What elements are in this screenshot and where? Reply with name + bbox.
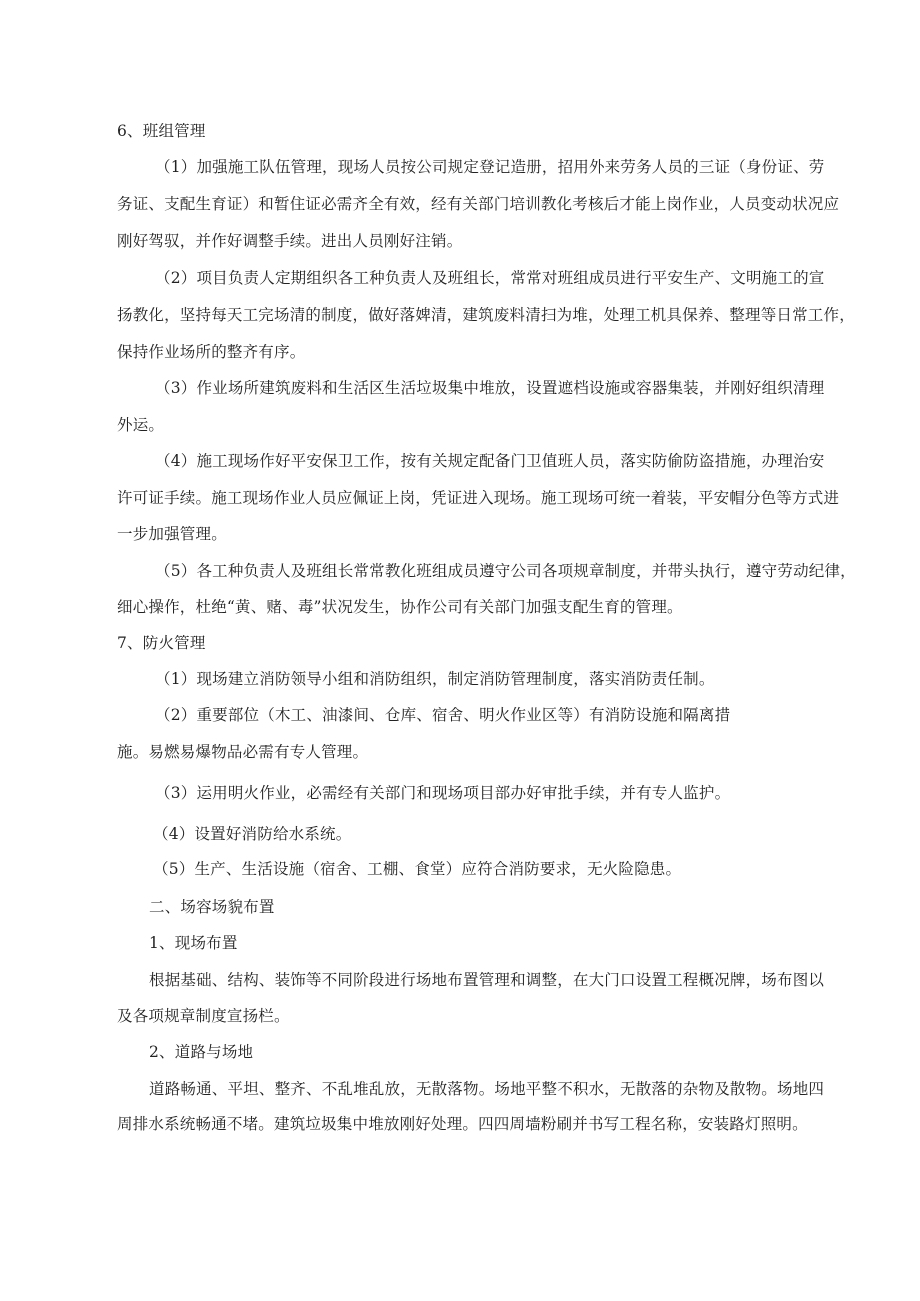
part-heading: 二、场容场貌布置 — [149, 898, 275, 916]
paragraph-line: 一步加强管理。 — [117, 525, 227, 543]
paragraph-line: 周排水系统畅通不堵。建筑垃圾集中堆放刚好处理。四四周墙粉刷并书写工程名称，安装路灯照明。 — [117, 1115, 808, 1133]
paragraph-line: 务证、支配生育证）和暂住证必需齐全有效，经有关部门培训教化考核后才能上岗作业，人员变动状况应 — [117, 195, 840, 213]
paragraph-line: （5）生产、生活设施（宿舍、工棚、食堂）应符合消防要求，无火险隐患。 — [153, 860, 682, 878]
paragraph-line: 刚好驾驭，并作好调整手续。进出人员刚好注销。 — [117, 232, 463, 250]
paragraph-line: （1）现场建立消防领导小组和消防组织，制定消防管理制度，落实消防责任制。 — [155, 670, 715, 688]
paragraph-line: 细心操作，杜绝“黄、赌、毒”状况发生，协作公司有关部门加强支配生育的管理。 — [117, 598, 683, 616]
paragraph-line: 许可证手续。施工现场作业人员应佩证上岗，凭证进入现场。施工现场可统一着装，平安帽分色等方式进 — [117, 489, 840, 507]
section-heading: 1、现场布置 — [149, 934, 238, 952]
paragraph-line: （3）作业场所建筑废料和生活区生活垃圾集中堆放，设置遮档设施或容器集装，并刚好组织清理 — [155, 379, 825, 397]
section-heading: 7、防火管理 — [117, 634, 206, 652]
paragraph-line: （5）各工种负责人及班组长常常教化班组成员遵守公司各项规章制度，并带头执行，遵守劳动纪律， — [155, 562, 856, 580]
section-heading: 2、道路与场地 — [149, 1043, 254, 1061]
paragraph-line: 保持作业场所的整齐有序。 — [117, 343, 306, 361]
paragraph-line: 根据基础、结构、装饰等不同阶段进行场地布置管理和调整，在大门口设置工程概况牌，场布图以 — [149, 971, 825, 989]
paragraph-line: （3）运用明火作业，必需经有关部门和现场项目部办好审批手续，并有专人监护。 — [155, 784, 731, 802]
paragraph-line: 外运。 — [117, 416, 165, 434]
paragraph-line: （4）施工现场作好平安保卫工作，按有关规定配备门卫值班人员，落实防偷防盗措施，办理治安 — [155, 452, 825, 470]
paragraph-line: （2）重要部位（木工、油漆间、仓库、宿舍、明火作业区等）有消防设施和隔离措 — [155, 706, 731, 724]
paragraph-line: 施。易燃易爆物品必需有专人管理。 — [117, 743, 369, 761]
paragraph-line: 扬教化，坚持每天工完场清的制度，做好落婢清，建筑废料清扫为堆，处理工机具保养、整理等日常工作， — [117, 306, 855, 324]
paragraph-line: （2）项目负责人定期组织各工种负责人及班组长，常常对班组成员进行平安生产、文明施工的宣 — [155, 269, 825, 287]
section-heading: 6、班组管理 — [117, 122, 206, 140]
paragraph-line: 道路畅通、平坦、整齐、不乱堆乱放，无散落物。场地平整不积水，无散落的杂物及散物。场地四 — [149, 1080, 825, 1098]
paragraph-line: （1）加强施工队伍管理，现场人员按公司规定登记造册，招用外来劳务人员的三证（身份证、劳 — [155, 158, 825, 176]
paragraph-line: （4）设置好消防给水系统。 — [153, 825, 352, 843]
paragraph-line: 及各项规章制度宣扬栏。 — [117, 1007, 290, 1025]
